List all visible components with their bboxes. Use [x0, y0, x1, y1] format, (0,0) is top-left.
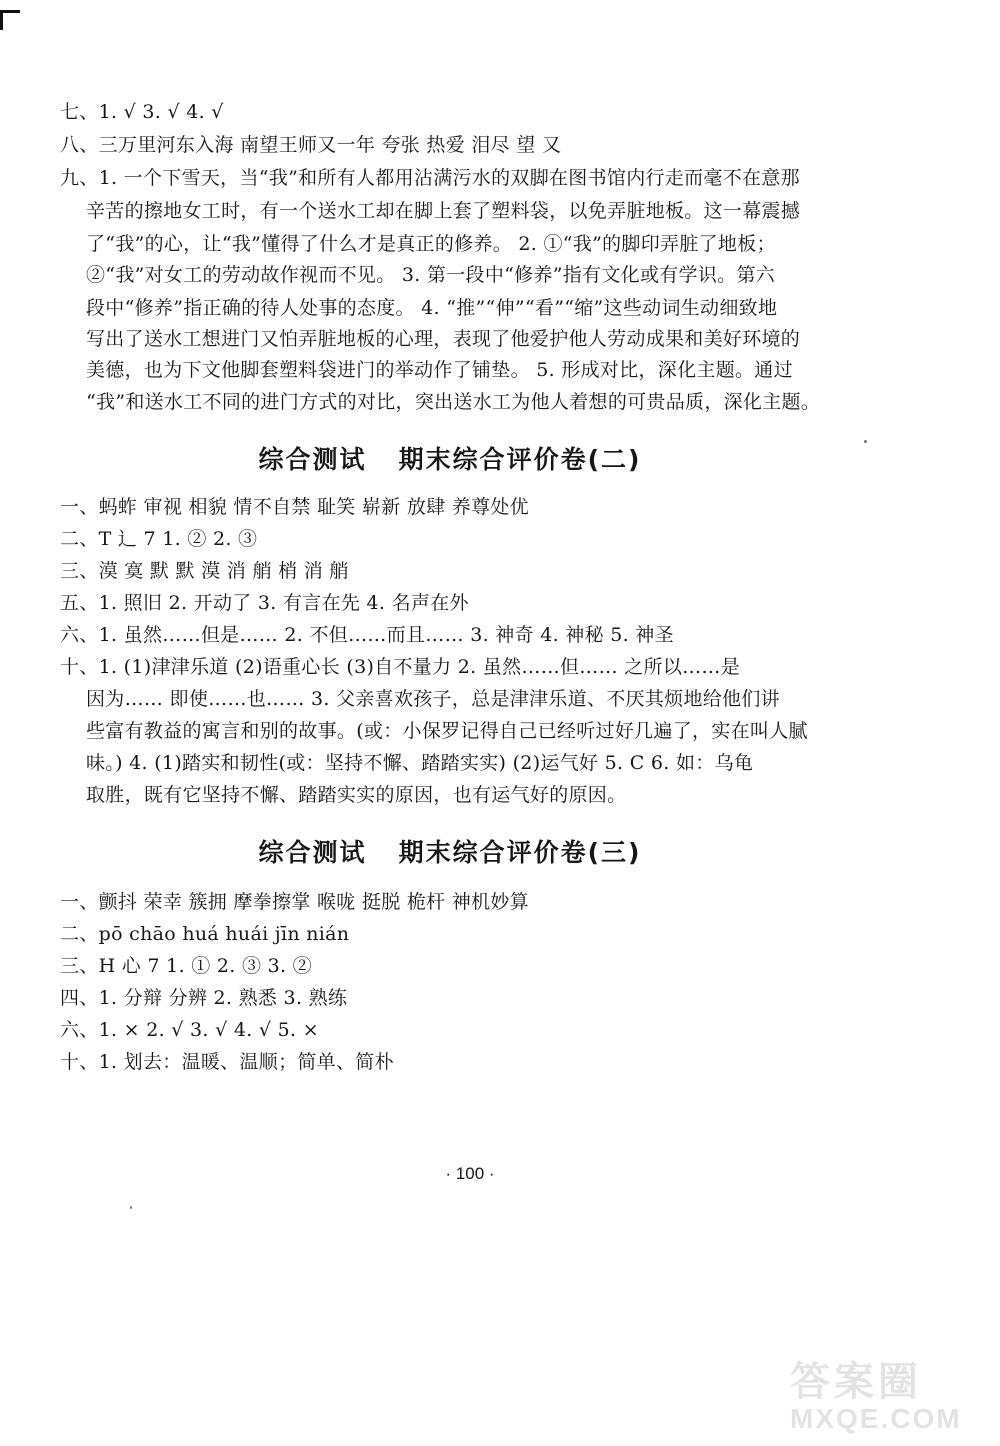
answer-line: 因为…… 即使……也…… 3. 父亲喜欢孩子，总是津津乐道、不厌其烦地给他们讲 [86, 688, 780, 710]
answer-line: 六、1. × 2. √ 3. √ 4. √ 5. × [60, 1019, 319, 1041]
answer-line: 九、1. 一个下雪天，当“我”和所有人都用沾满污水的双脚在图书馆内行走而毫不在意那 [60, 167, 800, 189]
answer-line: 七、1. √ 3. √ 4. √ [60, 101, 224, 123]
answer-line: 三、漠 寞 默 默 漠 消 艄 梢 消 艄 [60, 560, 349, 582]
watermark-text: 答案圈 [790, 1359, 922, 1405]
answer-line: 段中“修养”指正确的待人处事的态度。 4. “推”“伸”“看”“缩”这些动词生动细致地 [86, 297, 778, 319]
answer-line: 取胜，既有它坚持不懈、踏踏实实的原因，也有运气好的原因。 [86, 784, 627, 806]
answer-line: 了“我”的心，让“我”懂得了什么才是真正的修养。 2. ①“我”的脚印弄脏了地板； [86, 233, 776, 255]
answer-line: 二、pō chāo huá huái jīn nián [60, 923, 350, 945]
answer-line: 一、蚂蚱 审视 相貌 情不自禁 耻笑 崭新 放肆 养尊处优 [60, 496, 529, 518]
scan-speck [130, 1206, 132, 1209]
answer-line: 二、T 辶 7 1. ② 2. ③ [60, 528, 258, 550]
answer-line: 五、1. 照旧 2. 开动了 3. 有言在先 4. 名声在外 [60, 592, 469, 614]
answer-line: 四、1. 分辩 分辨 2. 熟悉 3. 熟练 [60, 987, 348, 1009]
section-title: 综合测试 期末综合评价卷(二) [258, 445, 642, 474]
answer-line: 些富有教益的寓言和别的故事。(或：小保罗记得自己已经听过好几遍了，实在叫人腻 [86, 720, 808, 742]
answer-line: 十、1. (1)津津乐道 (2)语重心长 (3)自不量力 2. 虽然……但…… 之所以……是 [60, 656, 741, 678]
answer-line: 美德，也为下文他脚套塑料袋进门的举动作了铺垫。 5. 形成对比，深化主题。通过 [86, 359, 793, 381]
answer-line: 十、1. 划去：温暖、温顺；简单、简朴 [60, 1051, 394, 1073]
watermark-logo [790, 1360, 990, 1440]
answer-line: “我”和送水工不同的进门方式的对比，突出送水工为他人着想的可贵品质，深化主题。 [86, 391, 821, 413]
watermark-url: MXQE.COM [790, 1403, 962, 1434]
answer-line: 写出了送水工想进门又怕弄脏地板的心理，表现了他爱护他人劳动成果和美好环境的 [86, 328, 801, 350]
answer-line: 三、H 心 7 1. ① 2. ③ 3. ② [60, 955, 312, 977]
section-title: 综合测试 期末综合评价卷(三) [258, 838, 642, 867]
crop-mark [0, 10, 20, 30]
page-number: · 100 · [445, 1164, 495, 1183]
scan-speck [864, 440, 867, 443]
answer-line: 辛苦的擦地女工时，有一个送水工却在脚上套了塑料袋，以免弄脏地板。这一幕震撼 [86, 200, 801, 222]
answer-line: 八、三万里河东入海 南望王师又一年 夸张 热爱 泪尽 望 又 [60, 134, 562, 156]
answer-line: 一、颤抖 荣幸 簇拥 摩拳擦掌 喉咙 挺脱 桅杆 神机妙算 [60, 891, 529, 913]
answer-line: 味。) 4. (1)踏实和韧性(或：坚持不懈、踏踏实实) (2)运气好 5. C 6. 如：乌龟 [86, 752, 754, 774]
answer-line: 六、1. 虽然……但是…… 2. 不但……而且…… 3. 神奇 4. 神秘 5. 神圣 [60, 624, 674, 646]
answer-line: ②“我”对女工的劳动故作视而不见。 3. 第一段中“修养”指有文化或有学识。第六 [86, 264, 776, 286]
